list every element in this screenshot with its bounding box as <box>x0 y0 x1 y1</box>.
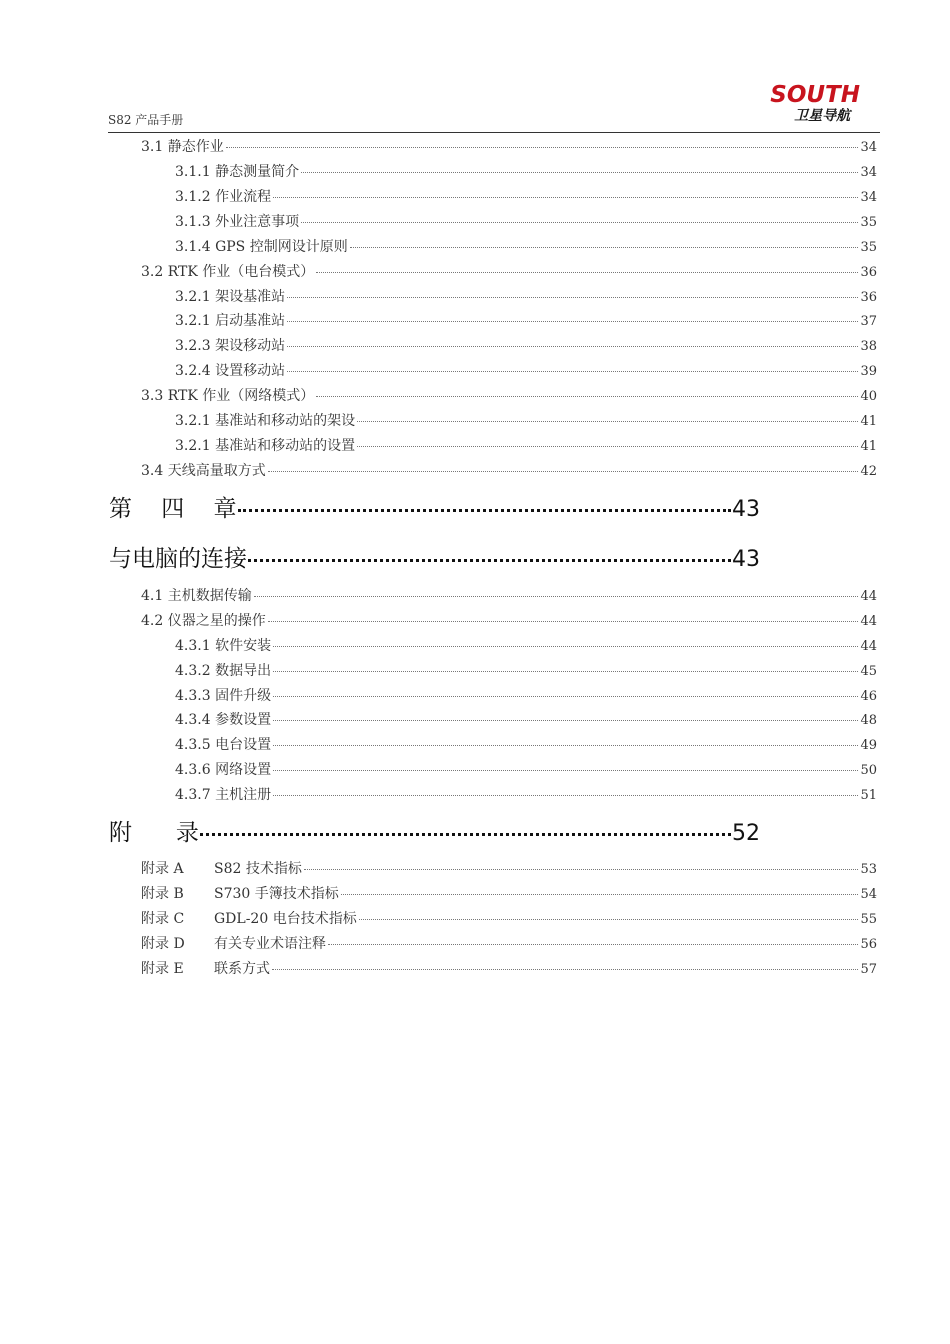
toc-entry[interactable] <box>175 186 877 206</box>
toc-entry[interactable] <box>175 286 877 306</box>
toc-entry-label: 4.3.7 主机注册 <box>175 787 272 803</box>
toc-appendix-entry[interactable] <box>141 883 877 903</box>
toc-entry-page: 49 <box>860 738 877 753</box>
appendix-title: 有关专业术语注释 <box>214 936 326 952</box>
toc-entry[interactable] <box>175 709 877 729</box>
toc-entry-label: 3.1.3 外业注意事项 <box>175 214 300 230</box>
dot-leader <box>273 770 858 771</box>
toc-entry-page: 40 <box>860 389 877 404</box>
toc-entry-page: 36 <box>860 290 877 305</box>
chapter-title-label: 与电脑的连接 <box>109 546 247 572</box>
chapter-label: 第 四 章 <box>109 496 237 522</box>
toc-entry[interactable] <box>175 211 877 231</box>
toc-entry-page: 34 <box>860 190 877 205</box>
dot-leader <box>357 446 858 447</box>
dot-leader <box>273 696 858 697</box>
toc-entry[interactable] <box>141 460 877 480</box>
toc-entry[interactable] <box>175 360 877 380</box>
toc-entry-page: 36 <box>860 265 877 280</box>
toc-entry[interactable] <box>175 759 877 779</box>
toc-entry-label: 3.2.4 设置移动站 <box>175 363 286 379</box>
dot-leader <box>226 147 859 148</box>
appendix-code: 附录 A <box>141 861 184 877</box>
toc-entry[interactable] <box>175 161 877 181</box>
logo-main-text: SOUTH <box>770 82 860 108</box>
toc-entry-page: 44 <box>860 589 877 604</box>
toc-entry[interactable] <box>175 685 877 705</box>
appendix-code: 附录 E <box>141 961 184 977</box>
dot-leader <box>273 795 858 796</box>
toc-entry-page: 38 <box>860 339 877 354</box>
south-logo <box>770 82 860 124</box>
toc-entry-label: 3.2.1 基准站和移动站的架设 <box>175 413 356 429</box>
toc-appendix-entry[interactable] <box>141 958 877 978</box>
appendix-title: GDL-20 电台技术指标 <box>214 911 357 927</box>
toc-entry-label: 3.2 RTK 作业（电台模式） <box>141 264 315 280</box>
dot-leader <box>273 745 858 746</box>
dot-leader <box>273 646 858 647</box>
toc-entry[interactable] <box>141 136 877 156</box>
dot-leader <box>200 833 731 836</box>
dot-leader <box>287 297 858 298</box>
toc-entry-label: 3.2.1 架设基准站 <box>175 289 286 305</box>
toc-entry-page: 37 <box>860 314 877 329</box>
toc-entry-page: 54 <box>860 887 877 902</box>
toc-entry-label: 3.2.1 基准站和移动站的设置 <box>175 438 356 454</box>
appendix-code: 附录 B <box>141 886 184 902</box>
dot-leader <box>328 944 858 945</box>
toc-entry-page: 57 <box>860 962 877 977</box>
toc-appendix-entry[interactable] <box>141 858 877 878</box>
toc-entry-page: 41 <box>860 439 877 454</box>
toc-appendix-entry[interactable] <box>141 933 877 953</box>
toc-appendix-entry[interactable] <box>141 908 877 928</box>
toc-entry-label: 4.3.6 网络设置 <box>175 762 272 778</box>
dot-leader <box>301 172 858 173</box>
appendix-label: 附 录 <box>109 820 199 846</box>
toc-entry-page: 56 <box>860 937 877 952</box>
dot-leader <box>273 197 858 198</box>
dot-leader <box>273 671 858 672</box>
toc-entry[interactable] <box>141 261 877 281</box>
toc-entry-label: 3.1 静态作业 <box>141 139 224 155</box>
toc-entry-page: 41 <box>860 414 877 429</box>
toc-entry-label: 4.3.1 软件安装 <box>175 638 272 654</box>
toc-entry[interactable] <box>175 635 877 655</box>
toc-entry[interactable] <box>175 784 877 804</box>
dot-leader <box>254 596 859 597</box>
appendix-page: 52 <box>732 821 760 846</box>
dot-leader <box>350 247 859 248</box>
toc-entry-label: 3.2.3 架设移动站 <box>175 338 286 354</box>
toc-chapter-heading[interactable] <box>109 490 760 523</box>
toc-entry-page: 55 <box>860 912 877 927</box>
toc-entry-page: 39 <box>860 364 877 379</box>
toc-entry-label: 4.3.2 数据导出 <box>175 663 272 679</box>
toc-entry-page: 35 <box>860 215 877 230</box>
toc-entry-page: 53 <box>860 862 877 877</box>
toc-entry-page: 44 <box>860 639 877 654</box>
dot-leader <box>287 321 858 322</box>
appendix-title: 联系方式 <box>214 961 270 977</box>
header-title: S82 产品手册 <box>108 113 184 127</box>
toc-entry-page: 50 <box>860 763 877 778</box>
chapter-title-page: 43 <box>732 547 760 572</box>
toc-entry-label: 3.1.2 作业流程 <box>175 189 272 205</box>
dot-leader <box>238 509 732 512</box>
toc-entry-page: 34 <box>860 140 877 155</box>
toc-entry-label: 4.1 主机数据传输 <box>141 588 252 604</box>
dot-leader <box>301 222 858 223</box>
appendix-code: 附录 C <box>141 911 185 927</box>
toc-entry[interactable] <box>141 385 877 405</box>
toc-entry-label: 3.1.1 静态测量简介 <box>175 164 300 180</box>
dot-leader <box>359 919 859 920</box>
toc-entry[interactable] <box>141 610 877 630</box>
dot-leader <box>248 559 731 562</box>
dot-leader <box>287 346 858 347</box>
toc-entry-page: 51 <box>860 788 877 803</box>
dot-leader <box>272 969 858 970</box>
dot-leader <box>357 421 858 422</box>
toc-entry-label: 3.4 天线高量取方式 <box>141 463 266 479</box>
logo-sub-text: 卫星导航 <box>794 108 851 124</box>
toc-entry[interactable] <box>175 236 877 256</box>
toc-entry-page: 45 <box>860 664 877 679</box>
appendix-title: S730 手簿技术指标 <box>214 886 339 902</box>
toc-entry[interactable] <box>175 734 877 754</box>
appendix-title: S82 技术指标 <box>214 861 302 877</box>
toc-entry-label: 3.2.1 启动基准站 <box>175 313 286 329</box>
toc-entry-page: 46 <box>860 689 877 704</box>
page-header <box>108 80 880 133</box>
toc-entry-page: 34 <box>860 165 877 180</box>
dot-leader <box>268 621 859 622</box>
toc-entry-page: 44 <box>860 614 877 629</box>
toc-entry-label: 4.2 仪器之星的操作 <box>141 613 266 629</box>
dot-leader <box>304 869 859 870</box>
toc-appendix-heading[interactable] <box>109 814 760 847</box>
dot-leader <box>287 371 858 372</box>
toc-chapter-title[interactable] <box>109 540 760 573</box>
toc-entry[interactable] <box>175 310 877 330</box>
appendix-code: 附录 D <box>141 936 185 952</box>
dot-leader <box>316 396 858 397</box>
toc-entry[interactable] <box>175 410 877 430</box>
chapter-page: 43 <box>732 497 760 522</box>
dot-leader <box>273 720 858 721</box>
toc-entry[interactable] <box>141 585 877 605</box>
toc-entry[interactable] <box>175 435 877 455</box>
toc-entry-label: 4.3.3 固件升级 <box>175 688 272 704</box>
toc-entry[interactable] <box>175 660 877 680</box>
toc-entry-label: 4.3.5 电台设置 <box>175 737 272 753</box>
toc-entry-page: 48 <box>860 713 877 728</box>
dot-leader <box>316 272 858 273</box>
dot-leader <box>341 894 859 895</box>
toc-entry-label: 4.3.4 参数设置 <box>175 712 272 728</box>
dot-leader <box>268 471 859 472</box>
toc-entry-page: 42 <box>860 464 877 479</box>
toc-entry-page: 35 <box>860 240 877 255</box>
toc-entry-label: 3.3 RTK 作业（网络模式） <box>141 388 315 404</box>
toc-entry[interactable] <box>175 335 877 355</box>
toc-entry-label: 3.1.4 GPS 控制网设计原则 <box>175 239 348 255</box>
